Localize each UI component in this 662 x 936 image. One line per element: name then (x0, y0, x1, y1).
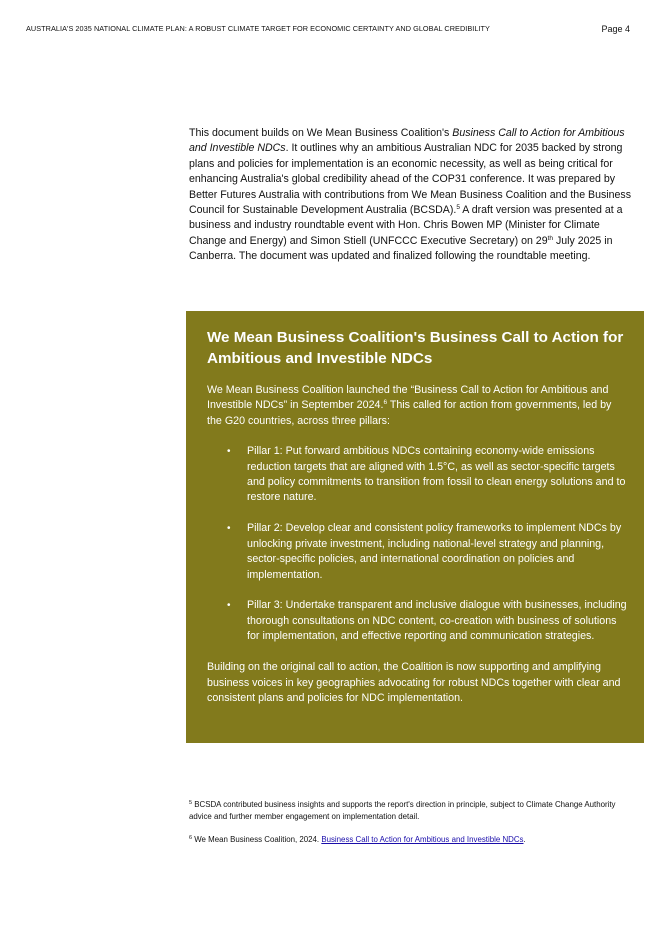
footnote-link[interactable]: Business Call to Action for Ambitious and Investible NDCs (321, 835, 524, 844)
callout-box (186, 311, 644, 743)
callout-intro-paragraph (207, 383, 628, 429)
footnote-5 (189, 799, 629, 822)
date-superscript: th (547, 234, 554, 242)
callout-closing-paragraph: Building on the original call to action, the Coalition is now supporting and amplifying business voices in key geographies advocating for robust NDCs together with clear and consistent plans and policies for NDC implementation. (207, 661, 621, 704)
footnote-number: 6 (189, 835, 193, 841)
intro-text-4: July 2025 in Canberra. The document was updated and finalized following the roundtable meeting. (189, 234, 613, 263)
list-item (207, 444, 628, 506)
intro-text-2: . It outlines why an ambitious Australian NDC for 2035 backed by strong plans and policies for implementation is an economic necessity, as well as being critical for enhancing Australia's global credibility ahead of the COP31 conference. It was prepared by Better Futures Australia with contributions from We Mean Business Coalition and the Business Council for Sustainable Development Australia (BCSDA). (189, 142, 632, 217)
footnote-ref-6[interactable]: 6 (383, 399, 388, 407)
pillar-text: Pillar 3: Undertake transparent and inclusive dialogue with businesses, including thorough consultations on NDC content, co-creation with business of solutions for implementation, and effective reporting and communication strategies. (247, 599, 627, 643)
bullet-icon: • (227, 446, 231, 458)
callout-intro-text-cont: This called for action from governments, led by the G20 countries, across three pillars: (207, 399, 612, 427)
callout-intro-text: We Mean Business Coalition launched the “Business Call to Action for Ambitious and Investible NDCs” in September 2024. (207, 384, 609, 412)
intro-paragraph (189, 126, 635, 265)
pillar-text: Pillar 1: Put forward ambitious NDCs containing economy-wide emissions reduction targets that are aligned with 1.5°C, as well as sector-specific targets and policy commitments to transition from fossil to clean energy solutions and to restore nature. (247, 445, 626, 504)
callout-title: We Mean Business Coalition's Business Call to Action for Ambitious and Investible NDCs (207, 329, 624, 367)
footnote-number: 5 (189, 800, 193, 806)
running-header: AUSTRALIA'S 2035 NATIONAL CLIMATE PLAN: A ROBUST CLIMATE TARGET FOR ECONOMIC CERTAINTY AND GLOBAL CREDIBILITY (26, 24, 490, 33)
footnote-text: We Mean Business Coalition, 2024. (192, 835, 322, 844)
footnote-6 (189, 834, 629, 846)
bullet-icon: • (227, 600, 231, 612)
footnote-text-end: . (523, 835, 526, 844)
footnote-text: BCSDA contributed business insights and supports the report's direction in principle, subject to Climate Change Authority advice and further member engagement on implementation detail. (189, 800, 616, 821)
intro-text-3: A draft version was presented at a business and industry roundtable event with Hon. Chris Bowen MP (Minister for Climate Change and Energy) and Simon Stiell (UNFCCC Executive Secretary) on 29 (189, 204, 623, 247)
list-item (207, 521, 628, 583)
intro-report-title: Business Call to Action for Ambitious and Investible NDCs (189, 127, 625, 155)
footnote-ref-5[interactable]: 5 (456, 204, 460, 212)
pillar-text: Pillar 2: Develop clear and consistent policy frameworks to implement NDCs by unlocking private investment, including national-level strategy and planning, sector-specific policies, and international coordination on policies and implementation. (247, 522, 622, 581)
page-number: Page 4 (601, 24, 630, 34)
bullet-icon: • (227, 523, 231, 535)
list-item (207, 598, 628, 644)
footnotes (189, 799, 629, 858)
intro-text-1: This document builds on We Mean Business Coalition's (189, 127, 453, 139)
pillars-list (207, 444, 628, 644)
